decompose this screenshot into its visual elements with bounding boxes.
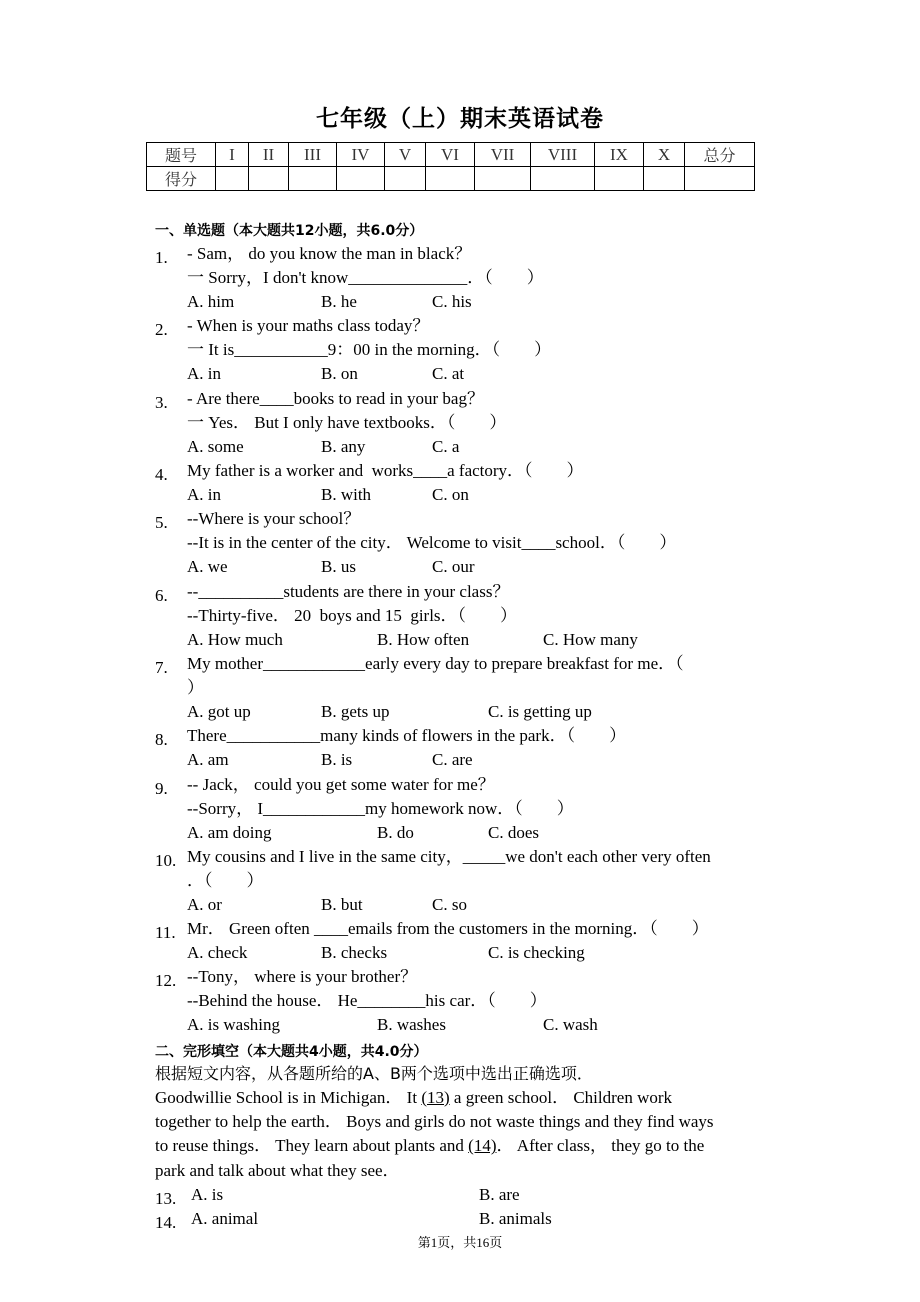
cloze-blank: (13) [421,1088,450,1107]
answer-option: A. in [187,364,221,384]
question-text: My mother____________early every day to prepare breakfast for me．（ [187,654,684,673]
answer-option: B. gets up [321,702,390,722]
question-number: 6. [155,586,168,605]
cloze-text: a green school． Children work [449,1088,673,1107]
question-text: - Are there____books to read in your bag？ [187,389,484,408]
score-cell [475,167,531,191]
question-text: 一 Yes． But I only have textbooks．（ ） [187,413,507,433]
question-text: --Thirty-five． 20 boys and 15 girls．（ ） [187,606,518,626]
question-text: --Where is your school？ [187,509,361,528]
score-cell [595,167,644,191]
score-table [146,142,755,191]
question-number: 7. [155,658,168,677]
score-cell: X [644,143,685,167]
answer-option: C. on [432,485,469,505]
question-text: My father is a worker and works____a factory．（ ） [187,461,584,480]
answer-option: B. are [479,1185,520,1204]
score-cell [289,167,337,191]
answer-option: A. am [187,750,229,770]
cloze-instruction: 根据短文内容，从各题所给的A、B两个选项中选出正确选项． [155,1064,593,1083]
cloze-text: to reuse things． They learn about plants and [155,1136,469,1156]
score-cell: IV [337,143,385,167]
answer-option: C. is getting up [488,702,592,722]
answer-option: B. he [321,292,357,312]
answer-option: A. got up [187,702,251,722]
question-text: --Behind the house． He________his car．（ ） [187,991,547,1011]
answer-option: B. on [321,364,358,384]
answer-option: B. animals [479,1209,552,1229]
question-text: ） [187,678,204,698]
question-text: - Sam， do you know the man in black？ [187,244,472,263]
cloze-text: Goodwillie School is in Michigan． It [155,1088,422,1107]
question-text: -- Jack， could you get some water for me？ [187,775,495,794]
cloze-line [155,1161,400,1181]
answer-option: B. do [377,823,414,843]
answer-option: B. checks [321,943,388,963]
answer-option: B. us [321,557,356,577]
section-heading: 二、完形填空（本大题共4小题，共4.0分） [155,1044,428,1060]
score-cell [426,167,475,191]
answer-option: B. but [321,895,363,915]
score-cell: 题号 [147,143,216,167]
question-text: There___________many kinds of flowers in the park．（ ） [187,726,627,745]
score-cell [216,167,249,191]
cloze-text: ． After class， they go to the [496,1136,705,1156]
answer-option: A. or [187,895,222,915]
cloze-text: park and talk about what they see． [155,1160,400,1180]
answer-option: B. any [321,437,366,457]
score-cell: VI [426,143,475,167]
answer-option: A. is washing [187,1015,281,1035]
question-text: --Tony， where is your brother？ [187,967,418,986]
answer-option: C. at [432,364,465,384]
question-number: 11. [155,923,176,942]
cloze-line [155,1112,714,1132]
answer-option: C. our [432,557,475,577]
question-number: 13. [155,1189,177,1208]
score-table-header-row [147,143,755,167]
section-heading: 一、单选题（本大题共12小题，共6.0分） [155,223,424,239]
question-text: --It is in the center of the city． Welcome to visit____school．（ ） [187,533,677,553]
answer-option: C. How many [543,630,638,650]
answer-option: A. check [187,943,248,963]
answer-option: A. some [187,437,244,457]
answer-option: A. we [187,557,228,577]
question-number: 5. [155,513,168,532]
answer-option: C. are [432,750,473,770]
score-cell [337,167,385,191]
answer-option: B. with [321,485,372,505]
question-text: ．（ ） [187,871,264,891]
score-cell: III [289,143,337,167]
score-cell [644,167,685,191]
score-cell: I [216,143,249,167]
question-text: --Sorry， I____________my homework now．（ ） [187,799,574,819]
page-footer: 第1页，共16页 [417,1235,503,1250]
score-cell: V [385,143,426,167]
score-cell [685,167,755,191]
answer-option: A. How much [187,630,283,650]
score-table-score-row [147,167,755,191]
question-number: 10. [155,851,177,870]
answer-option: C. so [432,895,467,915]
answer-option: B. How often [377,630,470,650]
question-number: 14. [155,1213,177,1233]
score-cell: 总分 [685,143,755,167]
question-number: 3. [155,393,168,412]
answer-option: C. wash [543,1015,598,1035]
answer-option: A. am doing [187,823,272,843]
score-cell [249,167,289,191]
answer-option: A. him [187,292,235,312]
cloze-blank: (14) [468,1136,497,1156]
score-cell: 得分 [147,167,216,191]
answer-option: B. is [321,750,353,770]
answer-option: C. a [432,437,460,457]
question-number: 12. [155,971,177,990]
score-cell [531,167,595,191]
question-text: - When is your maths class today？ [187,316,430,335]
answer-option: C. is checking [488,943,585,963]
question-text: My cousins and I live in the same city，_____we don't each other very often [187,847,711,866]
question-number: 4. [155,465,168,484]
question-number: 8. [155,730,168,749]
score-cell: VIII [531,143,595,167]
question-number: 9. [155,779,168,798]
score-cell [385,167,426,191]
answer-option: A. animal [191,1209,259,1229]
page-title: 七年级（上）期末英语试卷 [316,106,604,132]
score-cell: II [249,143,289,167]
question-number: 1. [155,248,168,267]
question-text: 一 Sorry，I don't know______________．（ ） [187,268,544,288]
answer-option: A. in [187,485,221,505]
question-text: --__________students are there in your class？ [187,582,510,601]
answer-option: B. washes [377,1015,446,1035]
cloze-line [155,1136,704,1156]
question-text: Mr． Green often ____emails from the customers in the morning．（ ） [187,919,709,938]
answer-option: A. is [191,1185,224,1204]
question-text: 一 It is___________9：00 in the morning．（ ） [187,340,552,360]
score-cell: VII [475,143,531,167]
score-cell: IX [595,143,644,167]
question-number: 2. [155,320,168,339]
answer-option: C. his [432,292,472,312]
answer-option: C. does [488,823,539,843]
cloze-text: together to help the earth． Boys and girls do not waste things and they find ways [155,1112,714,1132]
cloze-line [155,1088,672,1108]
